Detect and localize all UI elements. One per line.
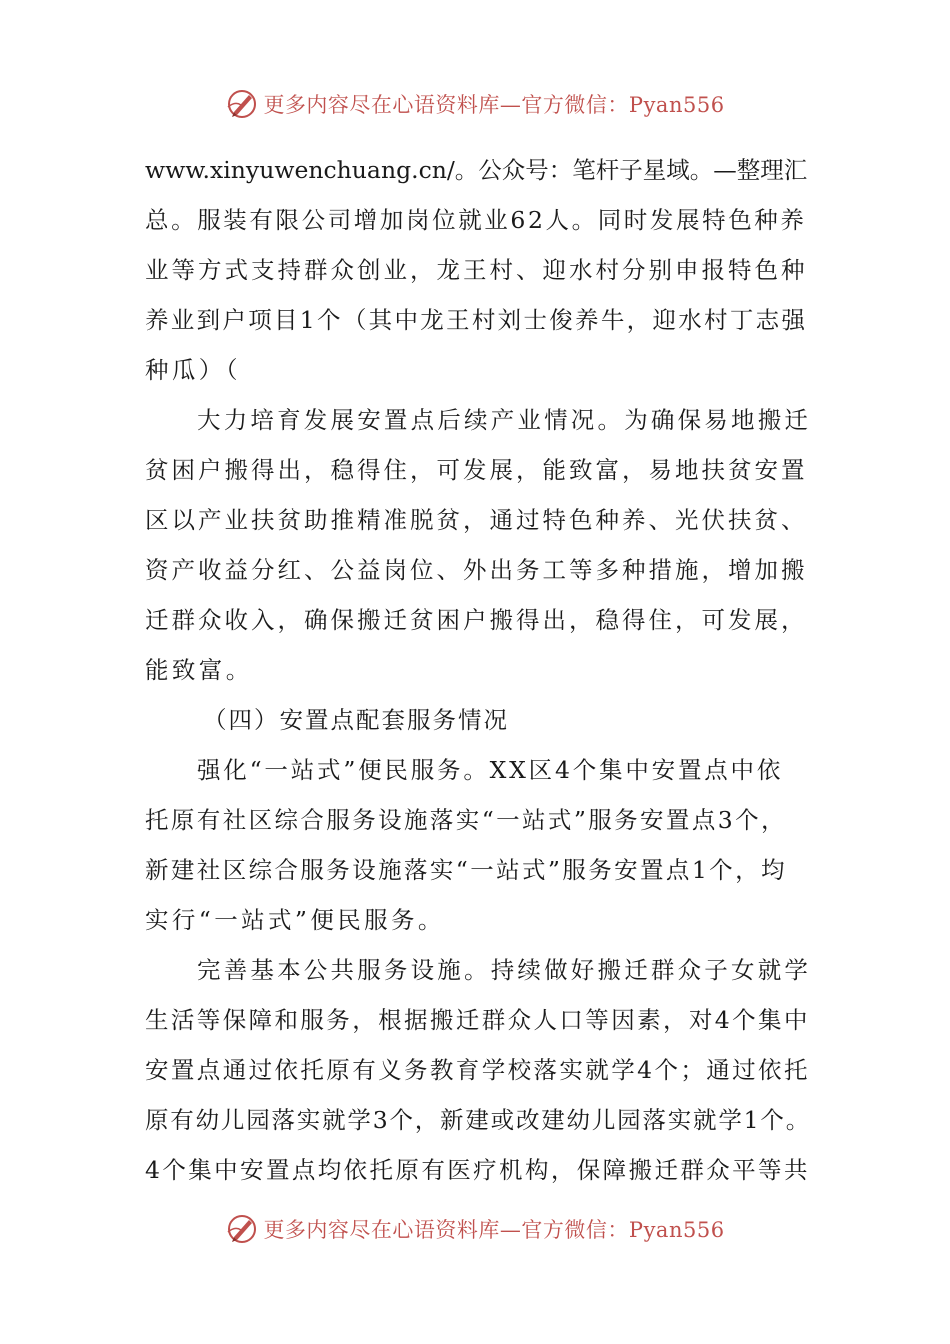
text-line: 贫困户搬得出，稳得住，可发展，能致富，易地扶贫安置 xyxy=(145,456,808,484)
text-line: 区以产业扶贫助推精准脱贫，通过特色种养、光伏扶贫、 xyxy=(145,506,808,534)
text-line: 4个集中安置点均依托原有医疗机构，保障搬迁群众平等共 xyxy=(145,1156,810,1184)
text-line: 大力培育发展安置点后续产业情况。为确保易地搬迁 xyxy=(197,406,812,434)
footer-banner xyxy=(0,1209,950,1249)
text-line: 安置点通过依托原有义务教育学校落实就学4个；通过依托 xyxy=(145,1056,810,1084)
text-line: 完善基本公共服务设施。持续做好搬迁群众子女就学 xyxy=(197,956,812,984)
document-body xyxy=(145,145,810,1195)
text-line: 业等方式支持群众创业，龙王村、迎水村分别申报特色种 xyxy=(145,256,808,284)
footer-banner-text: 更多内容尽在心语资料库—官方微信：Pyan556 xyxy=(263,1218,725,1242)
text-line: 迁群众收入，确保搬迁贫困户搬得出，稳得住，可发展， xyxy=(145,606,808,634)
header-banner xyxy=(0,84,950,124)
text-line: 资产收益分红、公益岗位、外出务工等多种措施，增加搬 xyxy=(145,556,808,584)
text-line: www.xinyuwenchuang.cn/。公众号：笔杆子星域。—整理汇 xyxy=(145,156,808,184)
text-line: 新建社区综合服务设施落实“一站式”服务安置点1个，均 xyxy=(145,856,787,884)
pen-logo-icon xyxy=(225,87,259,121)
text-line: 能致富。 xyxy=(145,656,253,684)
text-line: 实行“一站式”便民服务。 xyxy=(145,906,445,934)
section-heading: （四）安置点配套服务情况 xyxy=(203,706,509,734)
text-line: 原有幼儿园落实就学3个，新建或改建幼儿园落实就学1个。 xyxy=(145,1106,812,1134)
text-line: 养业到户项目1个（其中龙王村刘士俊养牛，迎水村丁志强 xyxy=(145,306,808,334)
text-line: 强化“一站式”便民服务。XX区4个集中安置点中依 xyxy=(197,756,784,784)
text-line: 种瓜）（ xyxy=(145,356,241,384)
header-banner-text: 更多内容尽在心语资料库—官方微信：Pyan556 xyxy=(263,93,725,117)
text-line: 总。服装有限公司增加岗位就业62人。同时发展特色种养 xyxy=(145,206,807,234)
pen-logo-icon xyxy=(225,1212,259,1246)
text-line: 生活等保障和服务，根据搬迁群众人口等因素，对4个集中 xyxy=(145,1006,810,1034)
text-line: 托原有社区综合服务设施落实“一站式”服务安置点3个， xyxy=(145,806,787,834)
